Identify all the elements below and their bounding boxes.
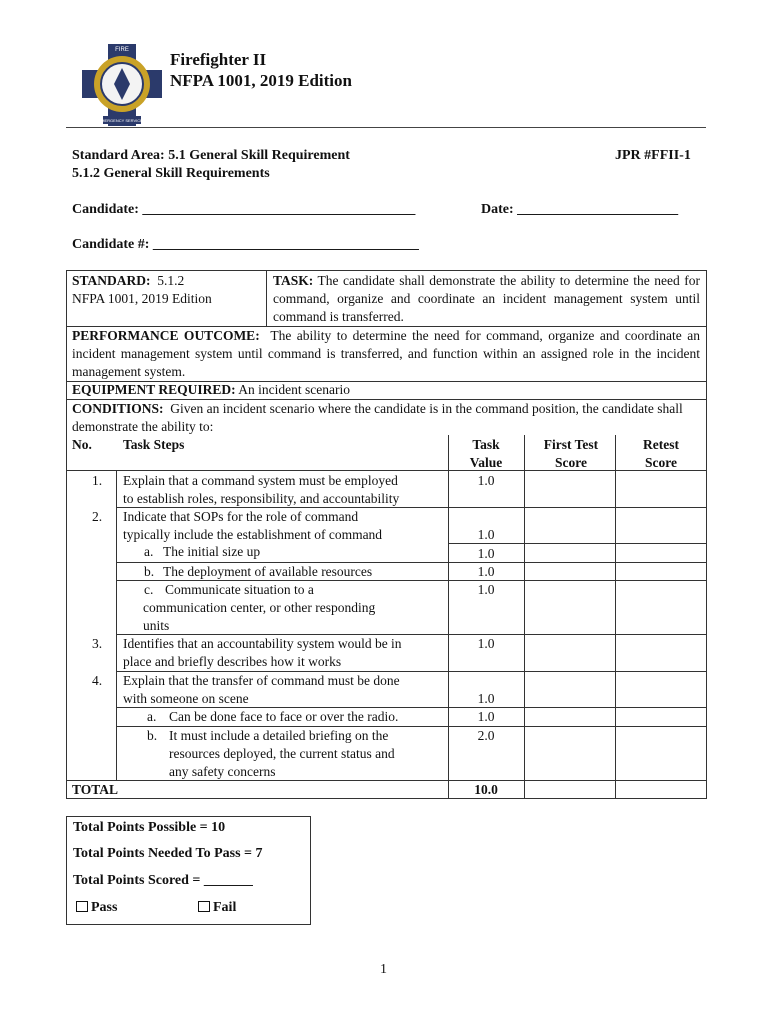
col-value-header: Task Value (469, 437, 503, 470)
date-field[interactable] (481, 202, 678, 218)
equipment-label: EQUIPMENT REQUIRED: (72, 382, 236, 397)
step-value: 1.0 (477, 473, 495, 488)
col-first-header: First Test Score (543, 437, 599, 470)
step-number: 2. (92, 509, 103, 524)
step-line: communication center, or other responding (143, 600, 376, 615)
total-label: TOTAL (72, 782, 119, 797)
step-value: 1.0 (477, 582, 495, 597)
sub-requirement: 5.1.2 General Skill Requirements (72, 166, 270, 181)
col-retest-header: Retest Score (643, 437, 679, 470)
candidate-number-line: ______________________________________ (152, 237, 419, 252)
fail-option[interactable] (198, 900, 236, 916)
conditions-text: Given an incident scenario where the candidate is in the command position, the candidate shall demonstrate the ability to: (72, 401, 683, 434)
substep-text (169, 727, 445, 781)
task-text: The candidate shall demonstrate the ability to determine the need for command, organize and coordinate an incident management system until command is transferred. (273, 273, 700, 324)
date-label: Date: (481, 202, 518, 217)
logo (78, 40, 166, 130)
substep-letter: c. (144, 582, 154, 597)
header-divider (66, 127, 706, 128)
performance-label: PERFORMANCE OUTCOME: (72, 328, 260, 343)
step-line: resources deployed, the current status and (169, 746, 395, 761)
title-line-2: NFPA 1001, 2019 Edition (170, 71, 352, 90)
step-line: Identifies that an accountability system would be in (123, 636, 402, 651)
points-possible: Total Points Possible = 10 (73, 820, 226, 835)
conditions-label: CONDITIONS: (72, 401, 164, 416)
step-value: 1.0 (477, 636, 495, 651)
step-line: typically include the establishment of command (123, 527, 383, 542)
candidate-line: _______________________________________ (142, 202, 416, 217)
step-value: 1.0 (477, 709, 495, 724)
step-line: Communicate situation to a (165, 582, 314, 597)
date-line: _______________________ (517, 202, 679, 217)
substep-letter: b. (144, 564, 155, 579)
substep-letter: a. (144, 544, 154, 559)
pass-label: Pass (91, 900, 118, 915)
jpr-number: JPR #FFII-1 (615, 148, 691, 163)
substep-text (143, 581, 443, 635)
substep-text: The deployment of available resources (163, 564, 373, 579)
step-number: 1. (92, 473, 103, 488)
step-value: 1.0 (477, 691, 495, 706)
step-value: 1.0 (477, 527, 495, 542)
step-line: It must include a detailed briefing on the (169, 728, 389, 743)
divider (66, 470, 707, 471)
col-steps-header: Task Steps (123, 437, 185, 452)
step-number: 4. (92, 673, 103, 688)
step-text (123, 635, 445, 671)
candidate-field[interactable] (72, 202, 415, 218)
title-line-1: Firefighter II (170, 50, 267, 69)
conditions-cell (72, 400, 700, 436)
step-text (123, 672, 445, 708)
step-line: Explain that a command system must be employed (123, 473, 398, 488)
step-line: units (143, 618, 170, 633)
step-value: 1.0 (477, 564, 495, 579)
step-line: Explain that the transfer of command must be done (123, 673, 400, 688)
divider (116, 470, 117, 780)
task-label: TASK: (273, 273, 314, 288)
divider (524, 435, 525, 799)
performance-text: The ability to determine the need for command, organize and coordinate an incident management system until command is transferred, and function within an assigned role in the incident management system. (72, 328, 700, 379)
fail-checkbox[interactable] (198, 901, 210, 912)
fail-label: Fail (213, 900, 237, 915)
task-cell (273, 272, 700, 326)
substep-letter: b. (147, 728, 158, 743)
standard-edition: NFPA 1001, 2019 Edition (72, 291, 212, 306)
points-scored: Total Points Scored = _______ (73, 873, 253, 888)
step-text (123, 508, 445, 544)
substep-letter: a. (147, 709, 157, 724)
step-text (123, 472, 445, 508)
step-line: with someone on scene (123, 691, 249, 706)
step-value: 2.0 (477, 728, 495, 743)
step-line: any safety concerns (169, 764, 276, 779)
page-number: 1 (380, 962, 387, 977)
step-number: 3. (92, 636, 103, 651)
divider (266, 270, 267, 327)
equipment-cell (72, 381, 700, 399)
step-value: 1.0 (477, 546, 495, 561)
svg-text:EMERGENCY SERVICES: EMERGENCY SERVICES (98, 118, 146, 123)
standard-cell (72, 272, 262, 308)
step-line: Indicate that SOPs for the role of command (123, 509, 359, 524)
equipment-text: An incident scenario (238, 382, 351, 397)
pass-option[interactable] (76, 900, 117, 916)
performance-cell (72, 327, 700, 381)
substep-text: The initial size up (163, 544, 261, 559)
substep-text: Can be done face to face or over the radio. (169, 709, 399, 724)
step-line: place and briefly describes how it works (123, 654, 342, 669)
points-needed: Total Points Needed To Pass = 7 (73, 846, 263, 861)
standard-area: Standard Area: 5.1 General Skill Requirement (72, 148, 350, 163)
step-line: to establish roles, responsibility, and accountability (123, 491, 400, 506)
standard-code: 5.1.2 (157, 273, 185, 288)
standard-label: STANDARD: (72, 273, 151, 288)
pass-checkbox[interactable] (76, 901, 88, 912)
candidate-label: Candidate: (72, 202, 143, 217)
candidate-number-label: Candidate #: (72, 237, 153, 252)
total-value: 10.0 (474, 782, 498, 797)
divider (615, 435, 616, 799)
svg-text:FIRE: FIRE (115, 47, 129, 53)
candidate-number-field[interactable] (72, 237, 419, 253)
col-no-header: No. (72, 437, 92, 452)
